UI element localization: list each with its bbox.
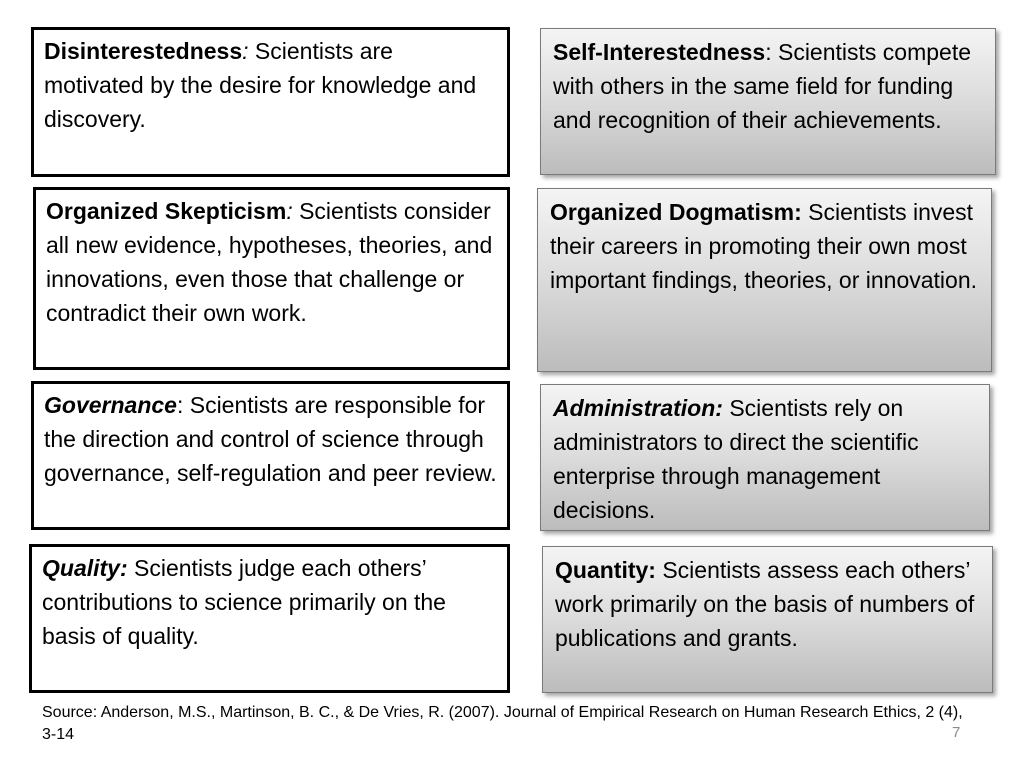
norm-description: Scientists are responsible for the direction and control of science through governance, self-regulation and peer review. bbox=[44, 392, 497, 486]
counternorm-term: Self-Interestedness bbox=[553, 39, 766, 65]
norm-term: Quality: bbox=[42, 555, 128, 581]
counternorm-description: Scientists rely on administrators to direct the scientific enterprise through management decisions. bbox=[553, 395, 919, 523]
counternorm-description: Scientists invest their careers in promoting their own most important findings, theories, or innovation. bbox=[550, 199, 978, 293]
norm-term-colon: : bbox=[242, 38, 249, 64]
norm-term-colon: : bbox=[286, 198, 293, 224]
norm-box-quality bbox=[29, 544, 510, 693]
norm-box-organized-skepticism bbox=[33, 187, 510, 370]
norm-term: Governance bbox=[44, 392, 177, 418]
slide-number: 7 bbox=[952, 724, 961, 741]
norm-description: Scientists judge each others’ contributions to science primarily on the basis of quality. bbox=[42, 555, 446, 649]
norm-box-governance bbox=[31, 381, 510, 530]
counternorm-box-self-interestedness bbox=[540, 28, 996, 175]
norm-box-disinterestedness bbox=[31, 27, 510, 177]
counternorm-description: Scientists assess each others’ work primarily on the basis of numbers of publications and grants. bbox=[555, 557, 975, 651]
norm-term: Organized Skepticism bbox=[46, 198, 287, 224]
norm-term: Disinterestedness bbox=[44, 38, 243, 64]
counternorm-box-quantity bbox=[542, 546, 993, 693]
counternorm-term: Quantity: bbox=[555, 557, 656, 583]
counternorm-box-administration bbox=[540, 384, 990, 531]
source-citation: Source: Anderson, M.S., Martinson, B. C., & De Vries, R. (2007). Journal of Empirical Research on Human Research Ethics, 2 (4), 3-14 bbox=[42, 704, 963, 743]
counternorm-term-colon: : bbox=[765, 39, 772, 65]
norm-description: Scientists consider all new evidence, hypotheses, theories, and innovations, even those that challenge or contradict their own work. bbox=[46, 198, 493, 326]
counternorm-box-organized-dogmatism bbox=[537, 188, 992, 372]
counternorm-description: Scientists compete with others in the same field for funding and recognition of their achievements. bbox=[553, 39, 972, 133]
counternorm-term: Organized Dogmatism: bbox=[550, 199, 802, 225]
counternorm-term: Administration: bbox=[553, 395, 723, 421]
norm-description: Scientists are motivated by the desire for knowledge and discovery. bbox=[44, 38, 477, 132]
norm-term-colon: : bbox=[176, 392, 184, 418]
